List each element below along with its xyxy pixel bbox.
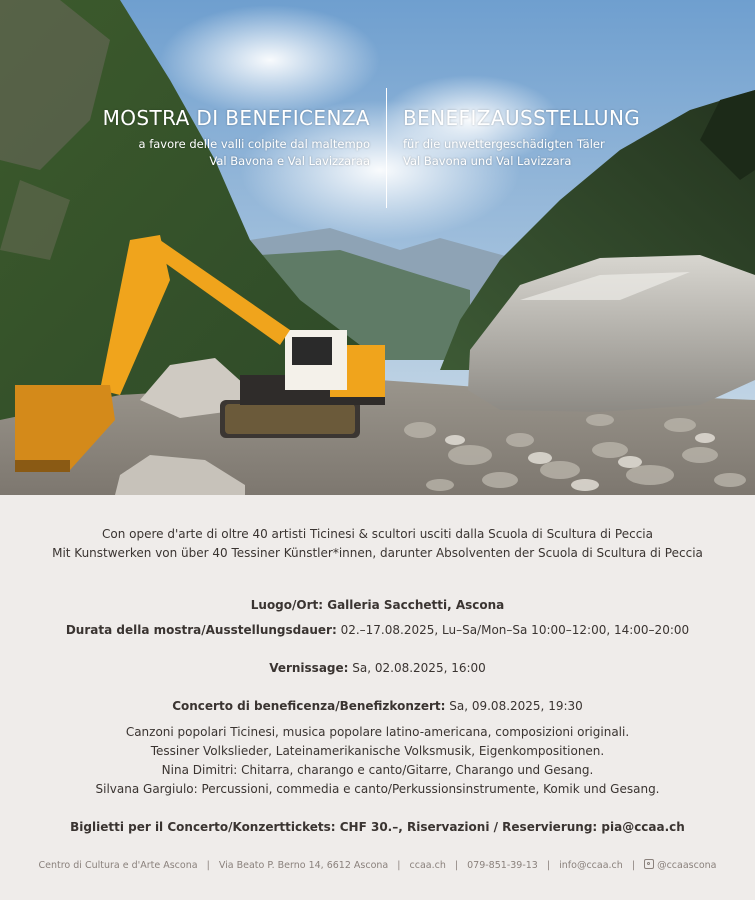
concert-label: Concerto di beneficenza/Benefizkonzert: <box>172 699 446 713</box>
footer-website-link[interactable]: ccaa.ch <box>409 860 446 871</box>
location: Luogo/Ort: Galleria Sacchetti, Ascona <box>250 598 505 612</box>
footer-email-link[interactable]: info@ccaa.ch <box>559 860 623 871</box>
concert-info-line: Tessiner Volkslieder, Lateinamerikanische Volksmusik, Eigenkompositionen. <box>150 744 605 758</box>
german-heading: BENEFIZAUSSTELLUNG <box>403 106 641 130</box>
instagram-icon <box>644 859 654 869</box>
concert-info-line: Nina Dimitri: Chitarra, charango e canto/Gitarre, Charango und Gesang. <box>161 763 594 777</box>
footer <box>0 859 755 871</box>
title-divider <box>386 88 387 208</box>
footer-org: Centro di Cultura e d'Arte Ascona <box>38 860 198 871</box>
concert-info-line: Silvana Gargiulo: Percussioni, commedia e canto/Perkussionsinstrumente, Komik und Gesang. <box>95 782 660 796</box>
duration <box>0 623 755 637</box>
footer-separator: | <box>206 860 210 871</box>
footer-separator: | <box>454 860 459 871</box>
italian-subtitle-line-1: a favore delle valli colpite dal maltempo <box>138 137 370 151</box>
italian-heading: MOSTRA DI BENEFICENZA <box>102 106 370 130</box>
duration-value: 02.–17.08.2025, Lu–Sa/Mon–Sa 10:00–12:00, 14:00–20:00 <box>336 623 690 637</box>
footer-separator: | <box>631 860 636 871</box>
title-italian <box>60 106 370 182</box>
duration-label: Durata della mostra/Ausstellungsdauer: <box>65 623 337 637</box>
footer-social-link[interactable]: @ccaascona <box>657 860 717 871</box>
german-subtitle-line-2: Val Bavona und Val Lavizzara <box>403 154 572 168</box>
vernissage <box>0 661 755 675</box>
concert-value: Sa, 09.08.2025, 19:30 <box>445 699 583 713</box>
intro-german: Mit Kunstwerken von über 40 Tessiner Künstler*innen, darunter Absolventen der Scuola di Scultura di Peccia <box>52 546 703 560</box>
concert <box>0 699 755 713</box>
vernissage-label: Vernissage: <box>269 661 349 675</box>
italian-subtitle-line-2: Val Bavona e Val Lavizzaraa <box>209 154 370 168</box>
german-subtitle-line-1: für die unwettergeschädigten Täler <box>403 137 605 151</box>
footer-address: Via Beato P. Berno 14, 6612 Ascona <box>218 860 389 871</box>
title-german <box>403 106 733 182</box>
intro-italian: Con opere d'arte di oltre 40 artisti Ticinesi & scultori usciti dalla Scuola di Scultura di Peccia <box>102 527 653 541</box>
footer-separator: | <box>546 860 551 871</box>
vernissage-value: Sa, 02.08.2025, 16:00 <box>348 661 486 675</box>
tickets: Biglietti per il Concerto/Konzerttickets: CHF 30.–, Riservazioni / Reservierung: pia@ccaa.ch <box>70 820 685 834</box>
footer-phone[interactable]: 079-851-39-13 <box>467 860 538 871</box>
concert-info-line: Canzoni popolari Ticinesi, musica popolare latino-americana, composizioni originali. <box>125 725 630 739</box>
footer-separator: | <box>397 860 401 871</box>
